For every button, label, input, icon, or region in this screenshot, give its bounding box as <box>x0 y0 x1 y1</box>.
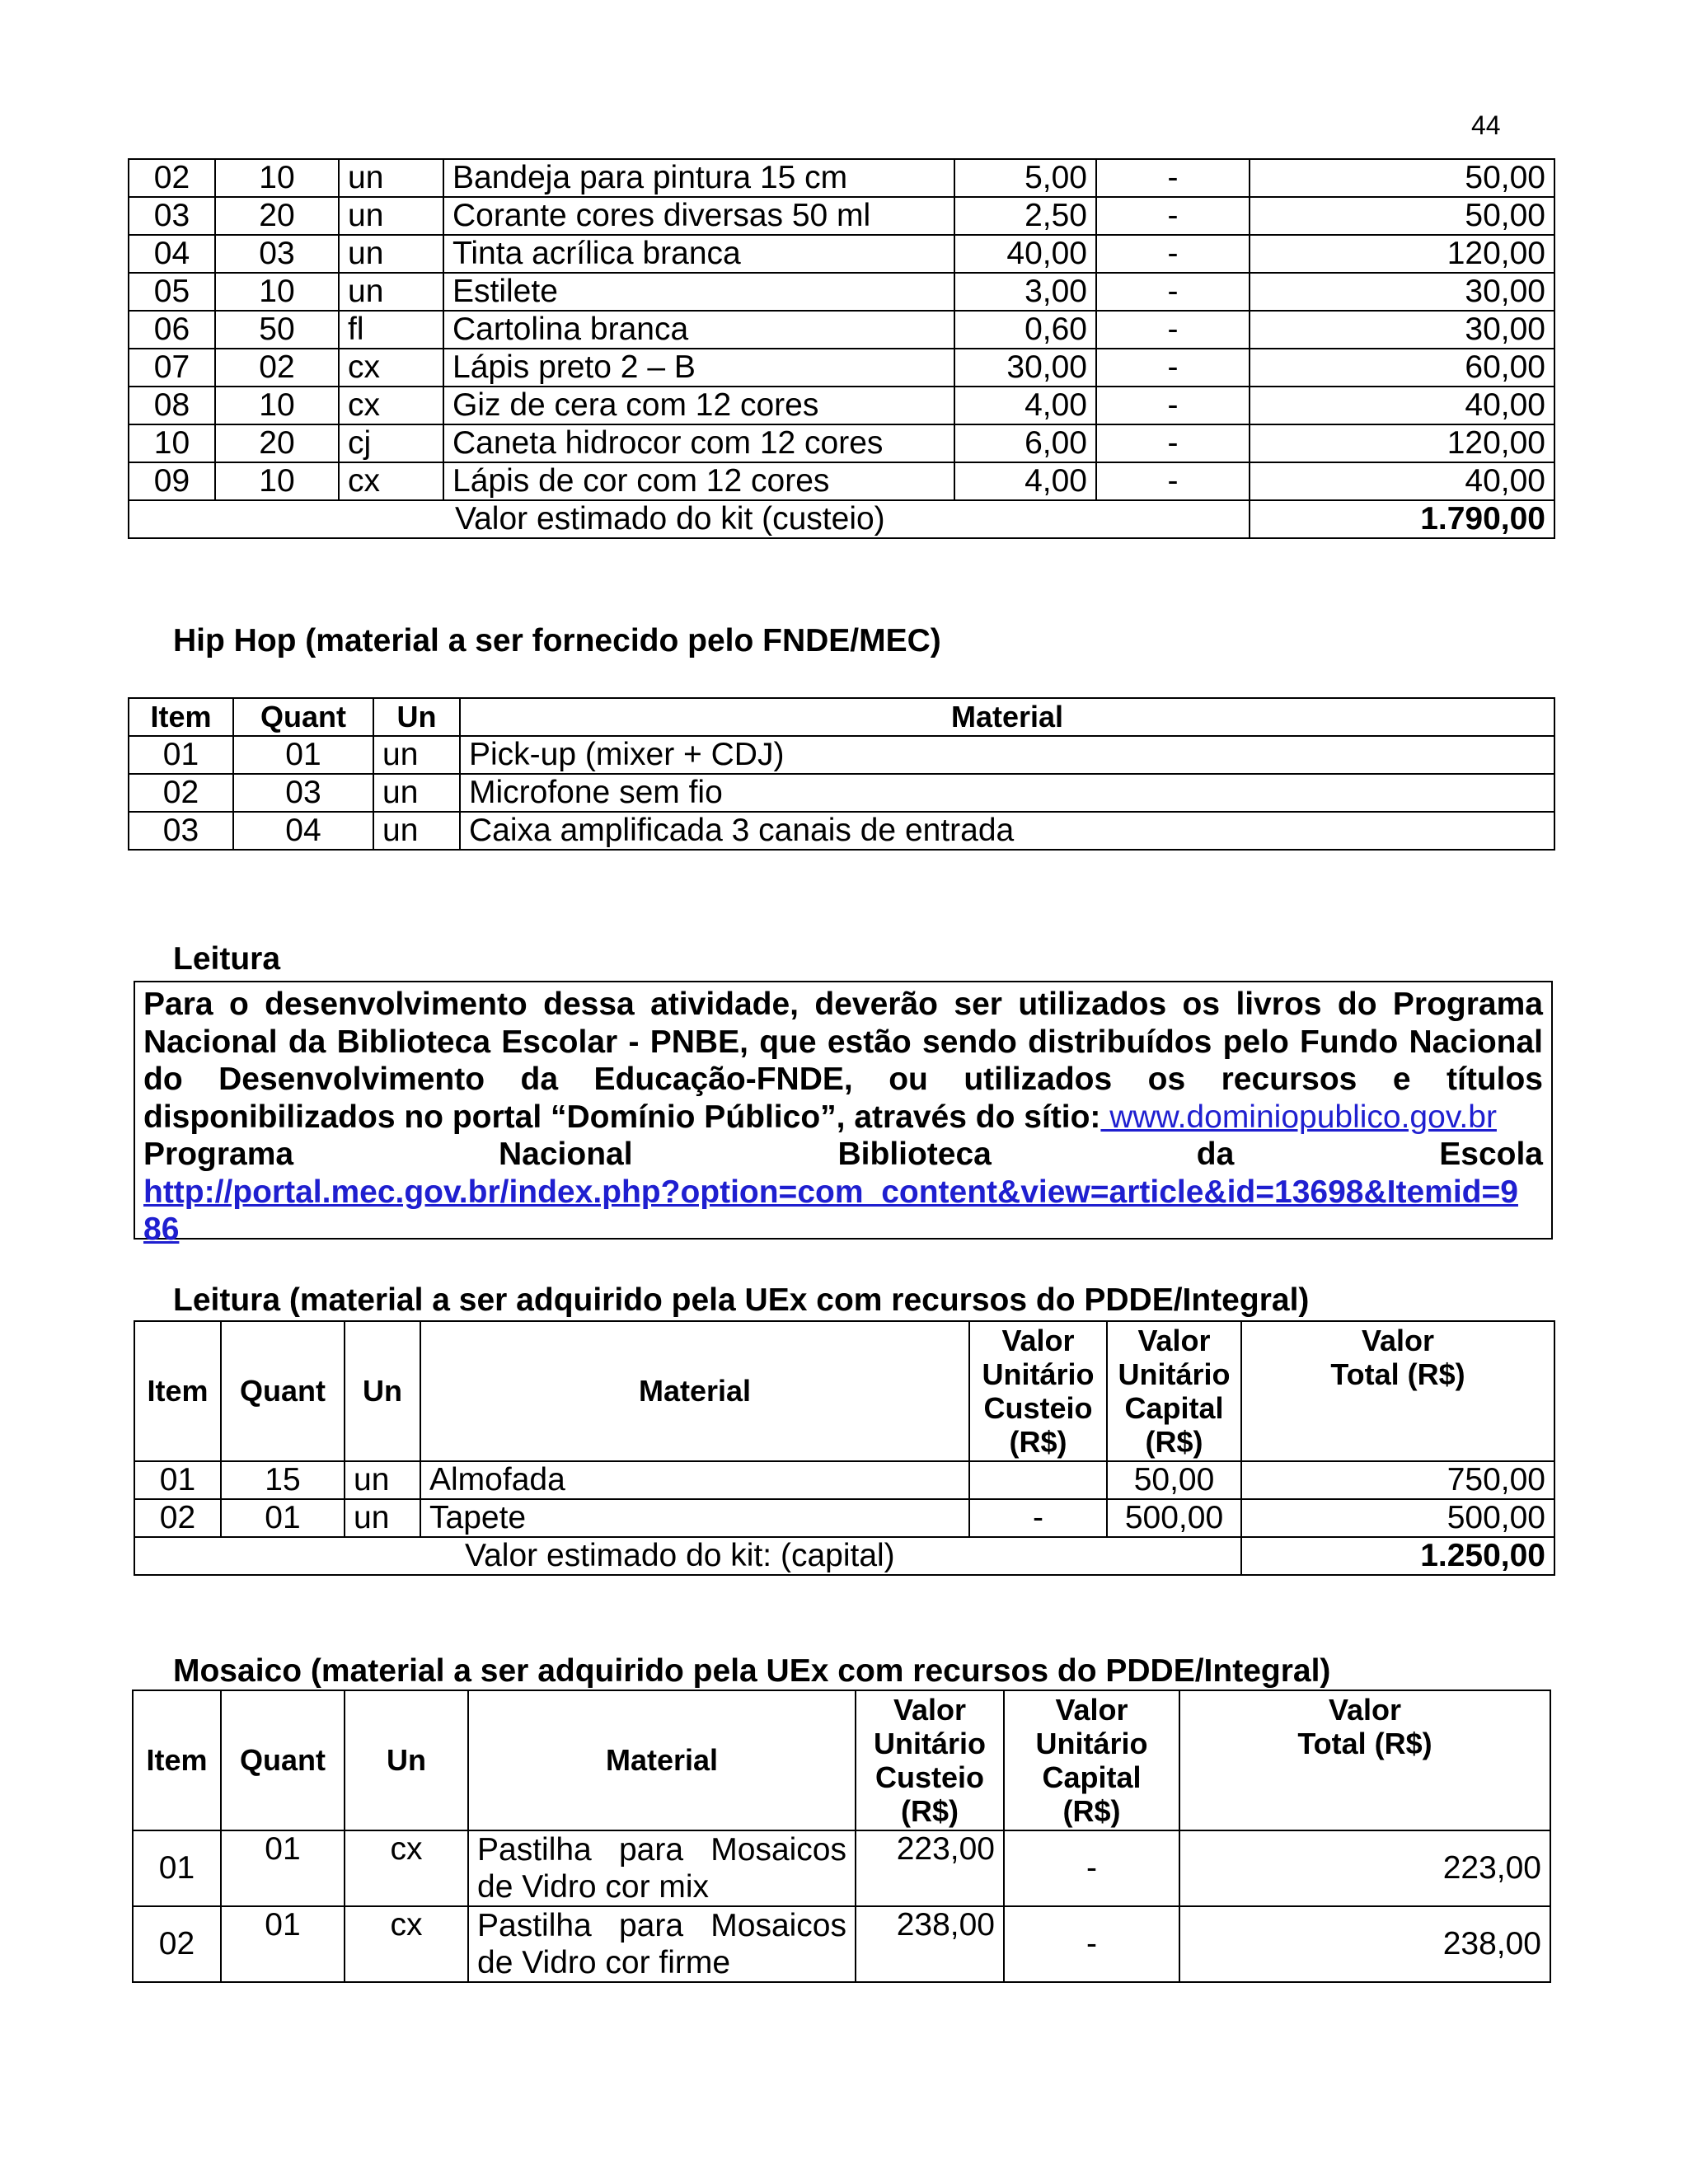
cell-total: 50,00 <box>1250 159 1554 197</box>
col-material-header: Material <box>468 1690 856 1830</box>
mosaico-table <box>132 1690 1551 1983</box>
cell-custeio: 4,00 <box>954 462 1096 500</box>
header-line: (R$) <box>901 1794 959 1828</box>
cell-item: 02 <box>129 159 215 197</box>
cell-total: 50,00 <box>1250 197 1554 235</box>
cell-quant: 01 <box>221 1499 345 1537</box>
header-line: Valor <box>1328 1693 1402 1727</box>
header-line: Valor <box>1137 1324 1211 1357</box>
cell-un: un <box>339 197 443 235</box>
cell-custeio: 0,60 <box>954 311 1096 349</box>
header-line: Unitário <box>873 1727 986 1760</box>
header-line: Capital <box>1042 1760 1142 1794</box>
cell-total: 223,00 <box>1179 1830 1550 1906</box>
total-value: 1.250,00 <box>1241 1537 1554 1575</box>
cell-total: 238,00 <box>1179 1906 1550 1982</box>
cell-item: 03 <box>129 812 233 850</box>
header-line: Unitário <box>982 1357 1095 1391</box>
cell-item: 04 <box>129 235 215 273</box>
cell-custeio: 3,00 <box>954 273 1096 311</box>
table-row <box>129 812 1554 850</box>
cell-quant: 01 <box>233 736 373 774</box>
col-material-header: Material <box>460 698 1554 736</box>
table-row <box>129 197 1554 235</box>
cell-total: 30,00 <box>1250 311 1554 349</box>
table-total-row <box>129 500 1554 538</box>
cell-material: Caixa amplificada 3 canais de entrada <box>460 812 1554 850</box>
header-line: Valor <box>1055 1693 1128 1727</box>
cell-quant: 10 <box>215 273 339 311</box>
cell-custeio: 4,00 <box>954 387 1096 424</box>
table-row <box>129 462 1554 500</box>
pnbe-link-cont[interactable]: 86 <box>143 1212 180 1247</box>
cell-capital: - <box>1096 387 1250 424</box>
cell-un: cx <box>339 462 443 500</box>
cell-item: 08 <box>129 387 215 424</box>
cell-item: 03 <box>129 197 215 235</box>
cell-un: un <box>345 1499 420 1537</box>
cell-custeio: - <box>969 1499 1107 1537</box>
col-un-header: Un <box>373 698 460 736</box>
cell-un: cx <box>339 349 443 387</box>
cell-material: Pick-up (mixer + CDJ) <box>460 736 1554 774</box>
cell-custeio: 40,00 <box>954 235 1096 273</box>
cell-material: Cartolina branca <box>443 311 954 349</box>
cell-capital: - <box>1096 462 1250 500</box>
cell-item: 02 <box>129 774 233 812</box>
col-material-header: Material <box>420 1321 969 1461</box>
cell-item: 05 <box>129 273 215 311</box>
cell-item: 10 <box>129 424 215 462</box>
header-line: Valor <box>1001 1324 1075 1357</box>
cell-un: un <box>345 1461 420 1499</box>
col-quant-header: Quant <box>233 698 373 736</box>
cell-capital: - <box>1096 235 1250 273</box>
header-line: Custeio <box>874 1760 984 1794</box>
cell-item: 02 <box>134 1499 221 1537</box>
cell-material: Corante cores diversas 50 ml <box>443 197 954 235</box>
header-line: Valor <box>893 1693 967 1727</box>
header-line: Total (R$) <box>1297 1727 1432 1760</box>
leitura-text-line: Para o desenvolvimento dessa atividade, deverão ser utilizados os livros do Programa <box>143 987 1543 1022</box>
mosaico-heading: Mosaico (material a ser adquirido pela UEx com recursos do PDDE/Integral) <box>173 1653 1331 1689</box>
cell-un: cx <box>339 387 443 424</box>
leitura-text-line: do Desenvolvimento da Educação-FNDE, ou utilizados os recursos e títulos <box>143 1062 1543 1097</box>
cell-material: Tapete <box>420 1499 969 1537</box>
table-row <box>129 311 1554 349</box>
header-line: (R$) <box>1145 1425 1203 1459</box>
cell-quant: 04 <box>233 812 373 850</box>
cell-capital: - <box>1096 159 1250 197</box>
table-header-row <box>134 1321 1554 1461</box>
cell-un: cx <box>345 1906 468 1982</box>
cell-capital: - <box>1004 1830 1179 1906</box>
cell-quant: 01 <box>221 1830 345 1906</box>
total-label: Valor estimado do kit (custeio) <box>129 500 1250 538</box>
pnbe-link-line <box>143 1211 1543 1249</box>
table-row <box>134 1461 1554 1499</box>
cell-quant: 10 <box>215 159 339 197</box>
col-capital-header <box>1004 1690 1179 1830</box>
table-row <box>134 1499 1554 1537</box>
cell-material: Lápis preto 2 – B <box>443 349 954 387</box>
cell-quant: 20 <box>215 197 339 235</box>
cell-total: 750,00 <box>1241 1461 1554 1499</box>
hiphop-heading: Hip Hop (material a ser fornecido pelo FNDE/MEC) <box>173 623 941 658</box>
cell-un: cx <box>345 1830 468 1906</box>
cell-custeio: 238,00 <box>856 1906 1004 1982</box>
col-capital-header <box>1107 1321 1241 1461</box>
table-total-row <box>134 1537 1554 1575</box>
cell-capital: - <box>1096 197 1250 235</box>
cell-material: Caneta hidrocor com 12 cores <box>443 424 954 462</box>
hiphop-table <box>128 697 1555 851</box>
header-line: Capital <box>1124 1391 1224 1425</box>
table-header-row <box>133 1690 1550 1830</box>
cell-un: un <box>373 736 460 774</box>
table-row <box>129 387 1554 424</box>
cell-total: 40,00 <box>1250 462 1554 500</box>
leitura-text-line: Programa Nacional Biblioteca da Escola <box>143 1137 1543 1172</box>
header-line: Custeio <box>983 1391 1093 1425</box>
cell-un: un <box>373 812 460 850</box>
cell-custeio: 6,00 <box>954 424 1096 462</box>
cell-un: un <box>339 235 443 273</box>
cell-quant: 03 <box>233 774 373 812</box>
cell-item: 09 <box>129 462 215 500</box>
table-row <box>133 1830 1550 1906</box>
leitura-text: disponibilizados no portal “Domínio Público”, através do sítio: <box>143 1099 1101 1135</box>
total-value: 1.790,00 <box>1250 500 1554 538</box>
cell-un: un <box>339 159 443 197</box>
cell-quant: 15 <box>221 1461 345 1499</box>
dominio-publico-link[interactable]: www.dominiopublico.gov.br <box>1100 1099 1497 1135</box>
leitura-text-line <box>143 1099 1543 1137</box>
cell-material: Tinta acrílica branca <box>443 235 954 273</box>
col-un-header: Un <box>345 1690 468 1830</box>
cell-capital: 500,00 <box>1107 1499 1241 1537</box>
material-line: Pastilha para Mosaicos <box>477 1832 846 1868</box>
cell-material: Giz de cera com 12 cores <box>443 387 954 424</box>
col-quant-header: Quant <box>221 1321 345 1461</box>
cell-material <box>468 1830 856 1906</box>
total-label: Valor estimado do kit: (capital) <box>134 1537 1241 1575</box>
cell-un: fl <box>339 311 443 349</box>
material-line: de Vidro cor firme <box>477 1945 731 1980</box>
header-line: Unitário <box>1118 1357 1231 1391</box>
cell-capital: - <box>1004 1906 1179 1982</box>
table-row <box>129 235 1554 273</box>
cell-material: Estilete <box>443 273 954 311</box>
materials-table-custeio <box>128 158 1555 539</box>
cell-total: 40,00 <box>1250 387 1554 424</box>
header-line: (R$) <box>1062 1794 1121 1828</box>
cell-quant: 20 <box>215 424 339 462</box>
col-total-header <box>1179 1690 1550 1830</box>
cell-capital: - <box>1096 424 1250 462</box>
leitura-description-box <box>134 981 1553 1247</box>
header-line: Total (R$) <box>1330 1357 1465 1391</box>
header-line: Unitário <box>1035 1727 1148 1760</box>
col-item-header: Item <box>129 698 233 736</box>
cell-total: 500,00 <box>1241 1499 1554 1537</box>
cell-custeio: 30,00 <box>954 349 1096 387</box>
table-row <box>129 349 1554 387</box>
header-line: (R$) <box>1009 1425 1067 1459</box>
cell-quant: 50 <box>215 311 339 349</box>
leitura-pdde-heading: Leitura (material a ser adquirido pela UEx com recursos do PDDE/Integral) <box>173 1282 1310 1318</box>
table-row <box>129 273 1554 311</box>
page-number: 44 <box>1471 110 1501 140</box>
cell-material: Bandeja para pintura 15 cm <box>443 159 954 197</box>
cell-item: 01 <box>134 1461 221 1499</box>
table-row <box>129 774 1554 812</box>
table-header-row <box>129 698 1554 736</box>
cell-quant: 10 <box>215 462 339 500</box>
col-item-header: Item <box>134 1321 221 1461</box>
cell-capital: - <box>1096 349 1250 387</box>
leitura-heading: Leitura <box>173 941 281 977</box>
col-custeio-header <box>969 1321 1107 1461</box>
cell-quant: 10 <box>215 387 339 424</box>
cell-custeio: 223,00 <box>856 1830 1004 1906</box>
cell-material: Almofada <box>420 1461 969 1499</box>
cell-un: un <box>373 774 460 812</box>
cell-item: 06 <box>129 311 215 349</box>
cell-total: 30,00 <box>1250 273 1554 311</box>
cell-un: un <box>339 273 443 311</box>
pnbe-link-line <box>143 1174 1543 1212</box>
cell-material: Lápis de cor com 12 cores <box>443 462 954 500</box>
table-row <box>129 159 1554 197</box>
cell-material <box>468 1906 856 1982</box>
cell-item: 07 <box>129 349 215 387</box>
cell-quant: 02 <box>215 349 339 387</box>
cell-capital: - <box>1096 273 1250 311</box>
cell-quant: 03 <box>215 235 339 273</box>
cell-capital: 50,00 <box>1107 1461 1241 1499</box>
table-row <box>129 424 1554 462</box>
col-custeio-header <box>856 1690 1004 1830</box>
col-total-header <box>1241 1321 1554 1461</box>
cell-item: 01 <box>133 1830 221 1906</box>
col-quant-header: Quant <box>221 1690 345 1830</box>
cell-capital: - <box>1096 311 1250 349</box>
cell-custeio: 2,50 <box>954 197 1096 235</box>
cell-un: cj <box>339 424 443 462</box>
cell-custeio: 5,00 <box>954 159 1096 197</box>
material-line: Pastilha para Mosaicos <box>477 1908 846 1943</box>
col-un-header: Un <box>345 1321 420 1461</box>
pnbe-link[interactable]: http://portal.mec.gov.br/index.php?option=com_content&view=article&id=13698&Itemid=9 <box>143 1174 1518 1210</box>
material-line: de Vidro cor mix <box>477 1869 710 1905</box>
table-row <box>129 736 1554 774</box>
leitura-text-line: Nacional da Biblioteca Escolar - PNBE, que estão sendo distribuídos pelo Fundo Nacional <box>143 1024 1543 1060</box>
cell-item: 01 <box>129 736 233 774</box>
header-line: Valor <box>1361 1324 1435 1357</box>
cell-item: 02 <box>133 1906 221 1982</box>
cell-material: Microfone sem fio <box>460 774 1554 812</box>
table-row <box>133 1906 1550 1982</box>
cell-quant: 01 <box>221 1906 345 1982</box>
cell-total: 120,00 <box>1250 235 1554 273</box>
col-item-header: Item <box>133 1690 221 1830</box>
cell-total: 120,00 <box>1250 424 1554 462</box>
cell-total: 60,00 <box>1250 349 1554 387</box>
leitura-pdde-table <box>134 1320 1555 1576</box>
cell-custeio <box>969 1461 1107 1499</box>
